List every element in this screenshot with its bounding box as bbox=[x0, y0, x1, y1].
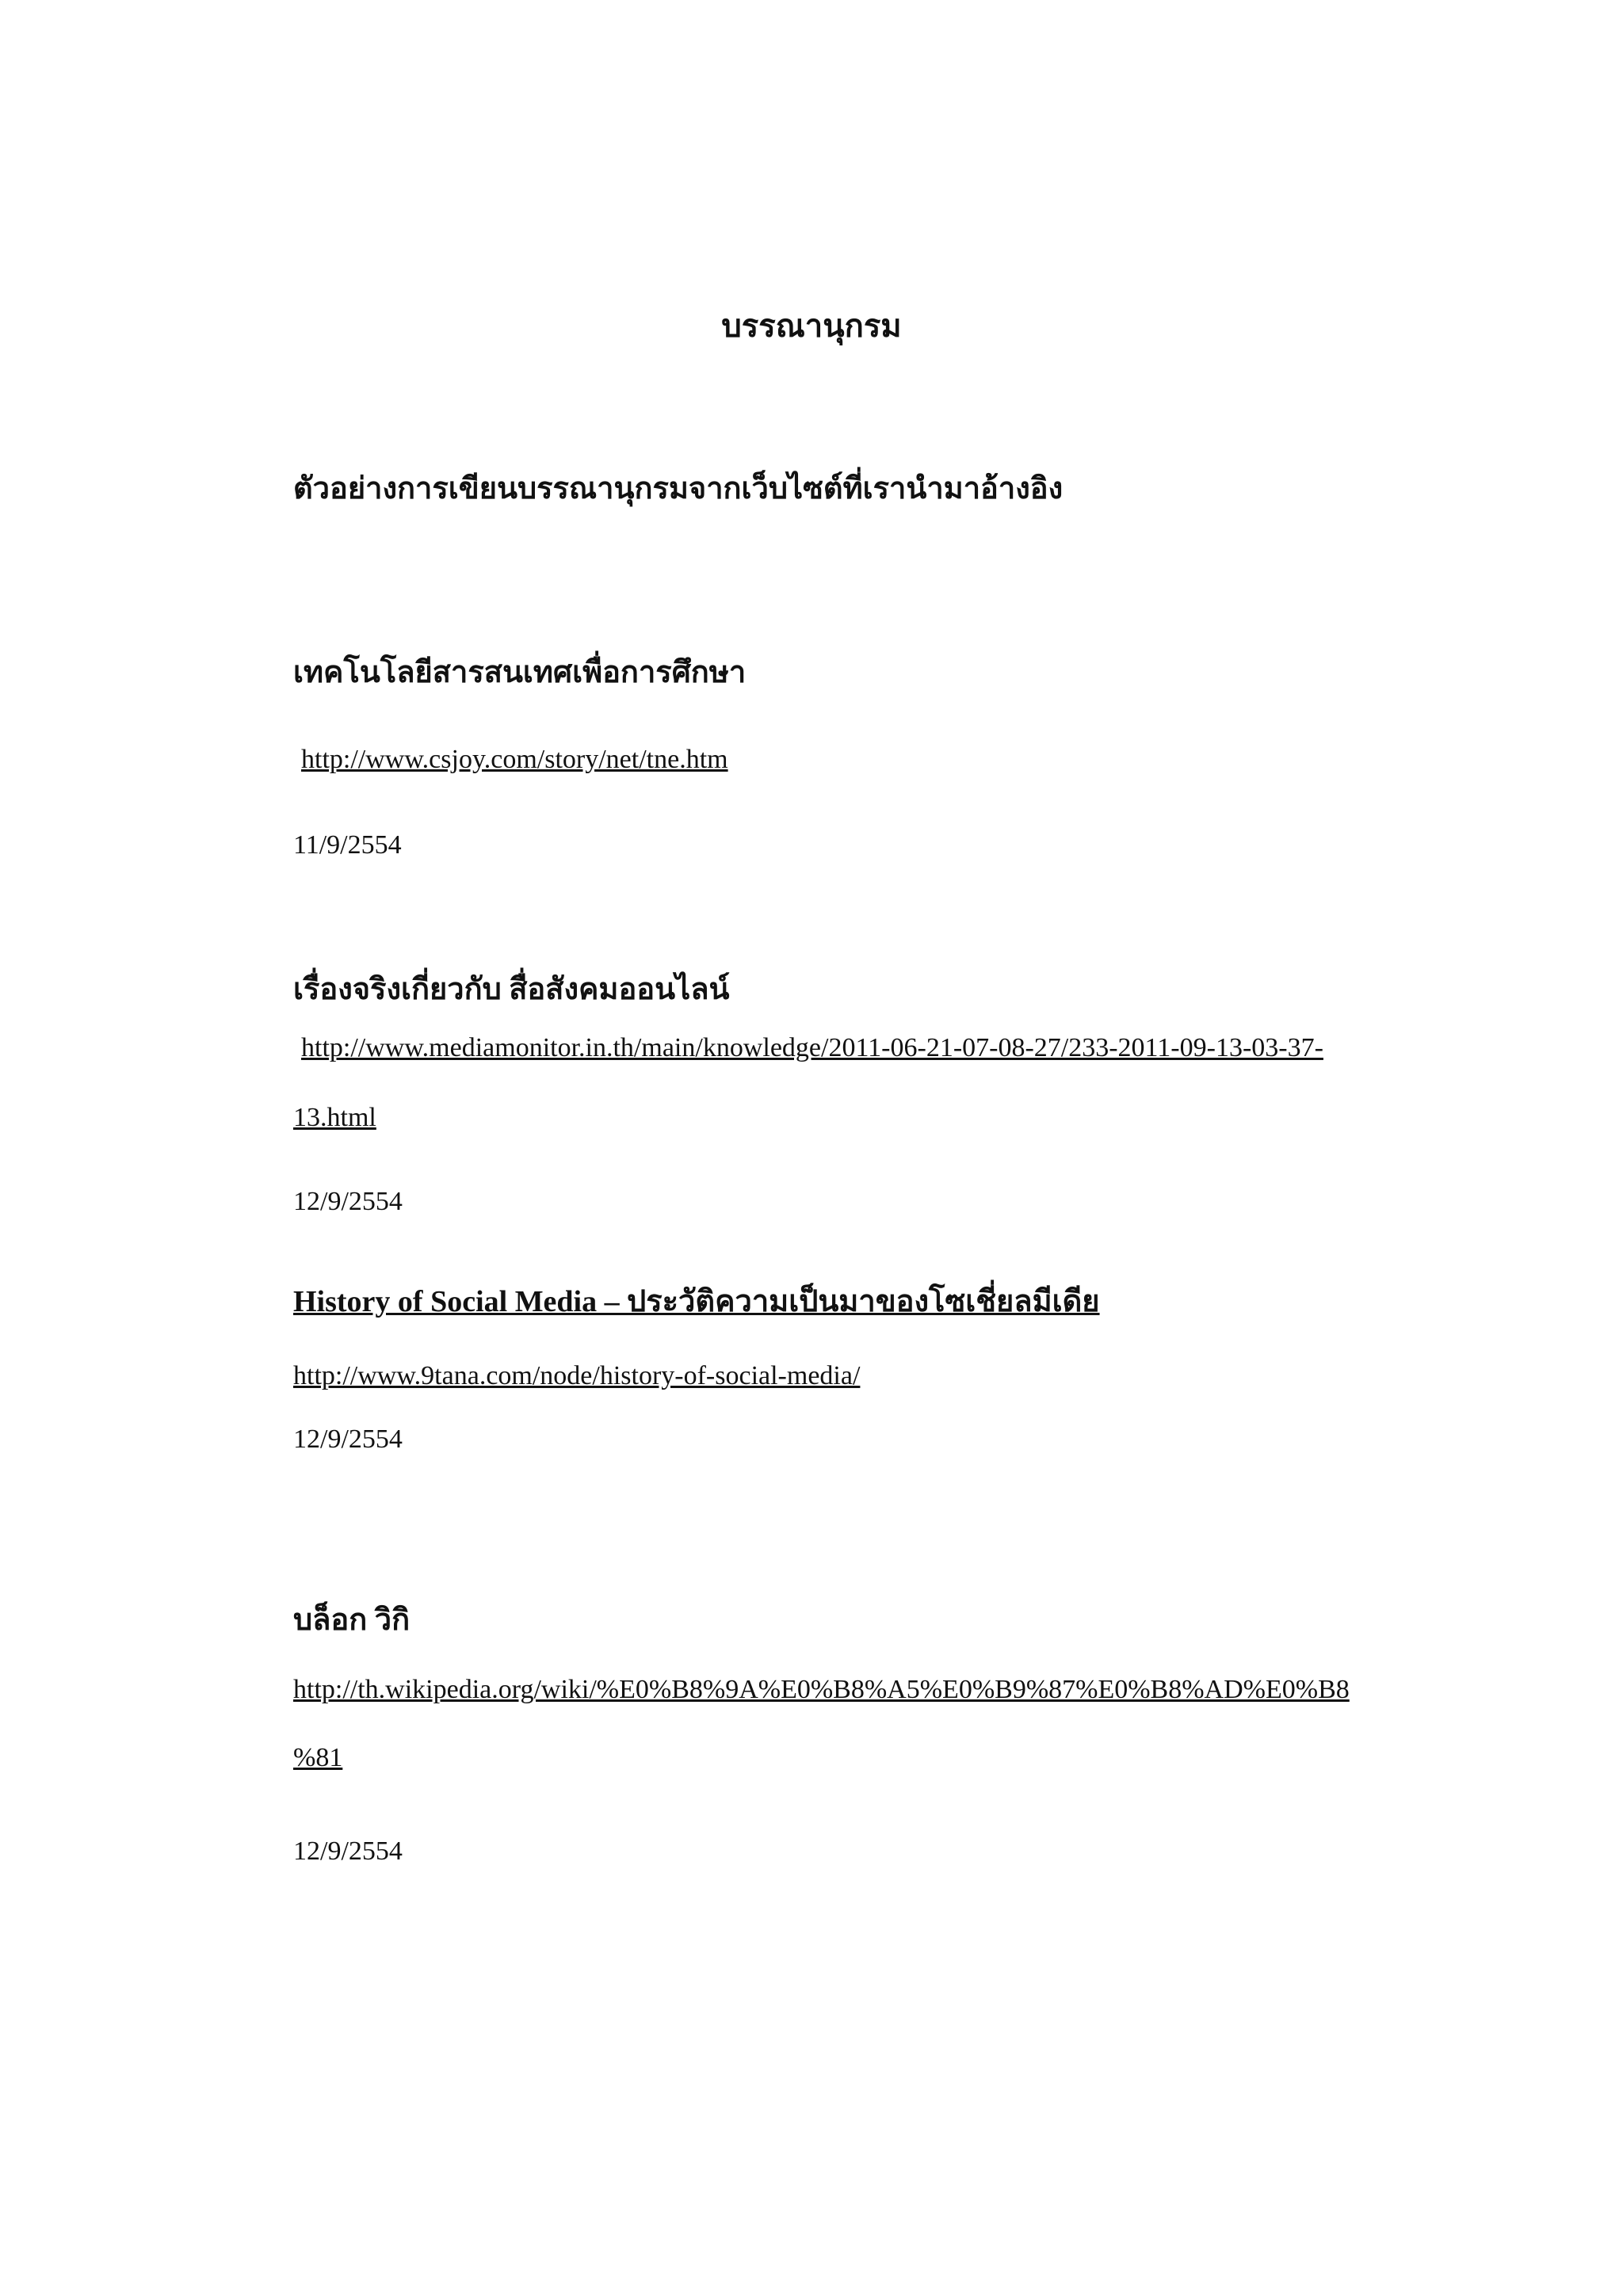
entry-link[interactable]: http://www.mediamonitor.in.th/main/knowledge/2011-06-21-07-08-27/233-2011-09-13-03-37- bbox=[301, 1033, 1323, 1062]
entry-heading: บล็อก วิกิ bbox=[293, 1604, 411, 1637]
entry-heading: History of Social Media – ประวัติความเป็นมาของโซเชี่ยลมีเดีย bbox=[293, 1285, 1100, 1318]
entry-link-continued[interactable]: 13.html bbox=[293, 1103, 376, 1132]
entry-date: 12/9/2554 bbox=[293, 1187, 403, 1216]
entry-date: 12/9/2554 bbox=[293, 1836, 403, 1866]
entry-date: 11/9/2554 bbox=[293, 830, 402, 860]
page-title: บรรณานุกรม bbox=[721, 308, 902, 344]
entry-heading: เทคโนโลยีสารสนเทศเพื่อการศึกษา bbox=[293, 656, 747, 689]
entry-link[interactable]: http://www.csjoy.com/story/net/tne.htm bbox=[301, 745, 728, 774]
entry-link[interactable]: http://th.wikipedia.org/wiki/%E0%B8%9A%E0%B8%A5%E0%B9%87%E0%B8%AD%E0%B8 bbox=[293, 1675, 1350, 1704]
subtitle: ตัวอย่างการเขียนบรรณานุกรมจากเว็บไซต์ที่เรานำมาอ้างอิง bbox=[293, 472, 1064, 505]
entry-link[interactable]: http://www.9tana.com/node/history-of-social-media/ bbox=[293, 1361, 861, 1390]
entry-heading: เรื่องจริงเกี่ยวกับ สื่อสังคมออนไลน์ bbox=[293, 973, 730, 1006]
entry-link-continued[interactable]: %81 bbox=[293, 1743, 343, 1772]
entry-date: 12/9/2554 bbox=[293, 1425, 403, 1454]
